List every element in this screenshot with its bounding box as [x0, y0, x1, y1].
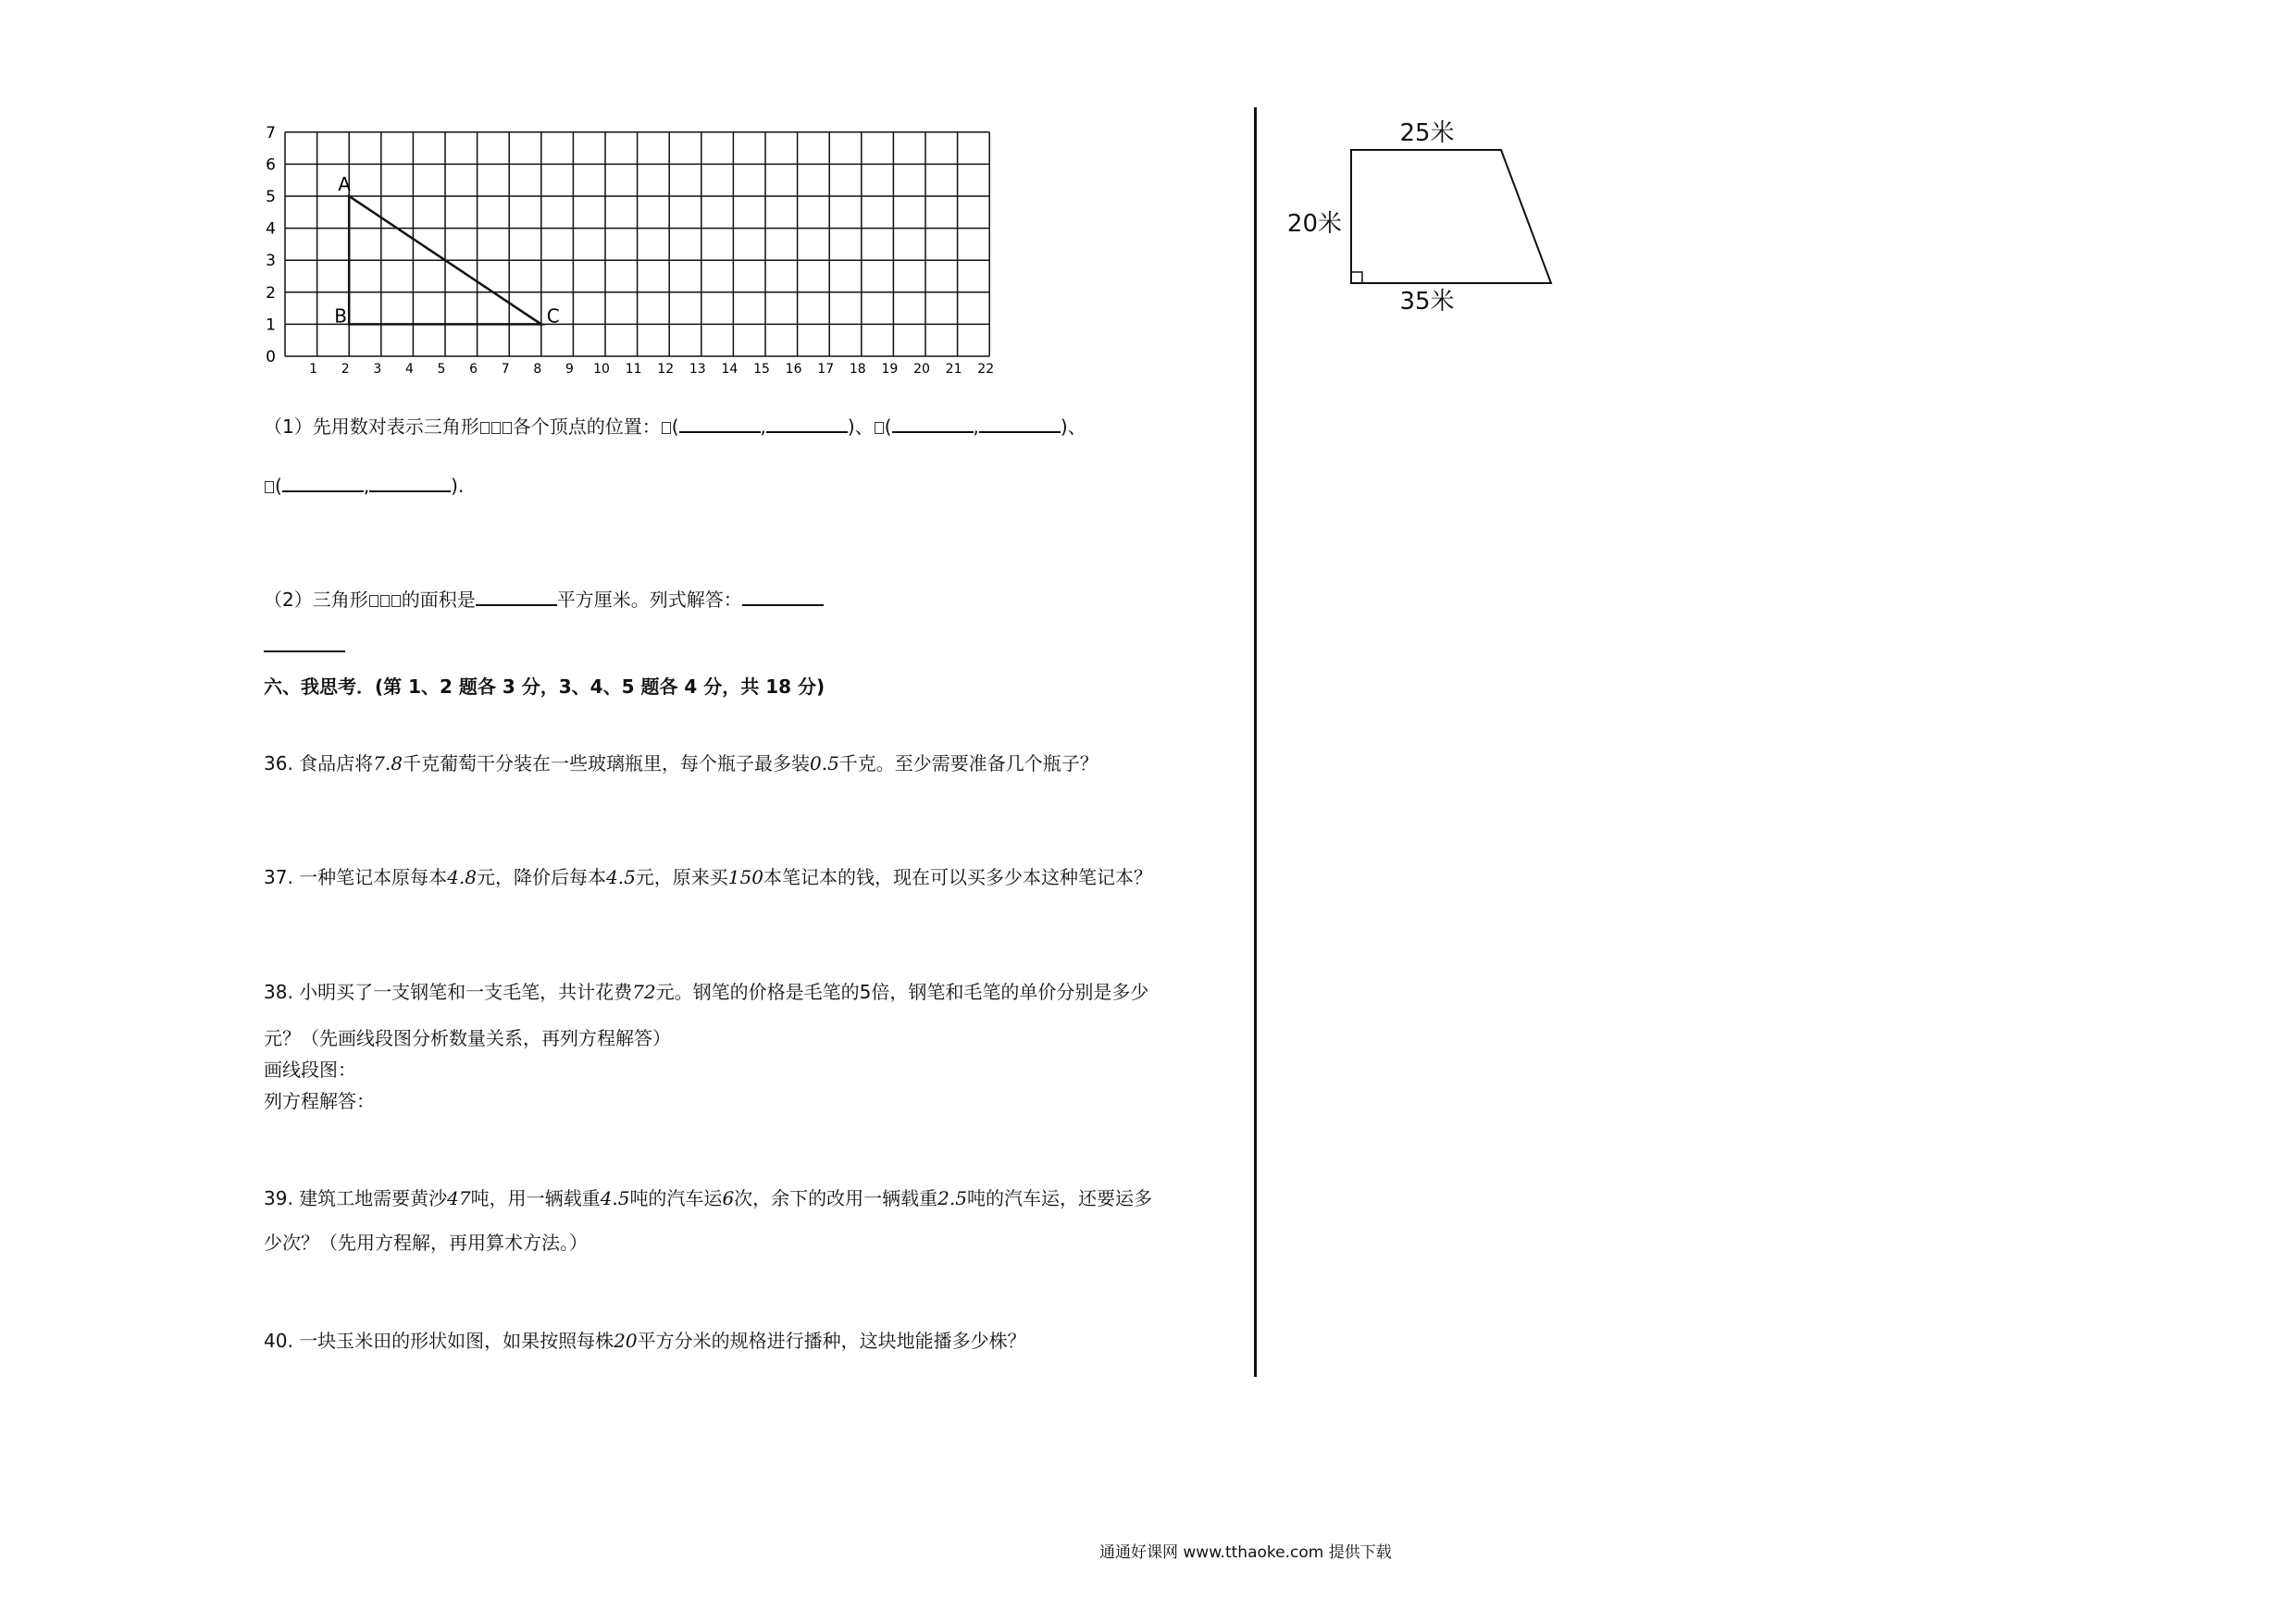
- x-tick-label: 7: [501, 362, 510, 377]
- x-axis-labels: [309, 362, 994, 377]
- y-tick-label: 0: [266, 348, 276, 366]
- missing-glyph-icon: [875, 422, 884, 434]
- missing-glyph-icon: [503, 422, 512, 434]
- x-tick-label: 16: [785, 362, 802, 377]
- x-tick-label: 3: [373, 362, 382, 377]
- answer-blank-c-y[interactable]: [369, 474, 451, 492]
- missing-glyph-icon: [391, 595, 401, 607]
- y-tick-label: 4: [266, 219, 276, 239]
- answer-blank-formula[interactable]: [742, 588, 824, 606]
- x-tick-label: 21: [945, 362, 962, 377]
- q1-line2: ( , ).: [264, 474, 464, 498]
- answer-blank-a-y[interactable]: [766, 415, 848, 433]
- missing-glyph-icon: [662, 422, 671, 434]
- x-tick-label: 5: [437, 362, 446, 377]
- problem-36: 36. 食品店将7.8千克葡萄干分装在一些玻璃瓶里，每个瓶子最多装0.5千克。至少需要准备几个瓶子？: [264, 752, 1098, 774]
- section-6-heading: 六、我思考．(第 1、2 题各 3 分，3、4、5 题各 4 分，共 18 分): [264, 675, 825, 698]
- x-tick-label: 15: [753, 362, 770, 377]
- x-tick-label: 9: [565, 362, 574, 377]
- column-divider: [1254, 107, 1257, 1377]
- footer-text: 通通好课网 www.tthaoke.com 提供下载: [1099, 1543, 1392, 1562]
- missing-glyph-icon: [380, 595, 390, 607]
- x-tick-label: 6: [469, 362, 478, 377]
- x-tick-label: 17: [817, 362, 835, 377]
- x-tick-label: 22: [977, 362, 995, 377]
- right-angle-marker: [1351, 272, 1362, 283]
- x-tick-label: 11: [625, 362, 642, 377]
- x-tick-label: 2: [341, 362, 350, 377]
- trapezoid-shape: [1351, 150, 1551, 283]
- missing-glyph-icon: [369, 595, 379, 607]
- y-tick-label: 7: [266, 123, 276, 142]
- q1-text2: 各个顶点的位置：: [512, 415, 661, 438]
- q1-line1: （1）先用数对表示三角形 各个顶点的位置： ( , )、 ( , )、: [264, 415, 1086, 438]
- trapezoid-top-label: 25米: [1399, 119, 1455, 147]
- x-tick-label: 14: [721, 362, 738, 377]
- x-tick-label: 19: [881, 362, 899, 377]
- vertex-label-c: C: [546, 304, 560, 328]
- answer-blank-b-x[interactable]: [892, 415, 974, 433]
- y-axis-labels: [266, 124, 276, 366]
- problem-38-line3: 画线段图：: [264, 1059, 356, 1081]
- missing-glyph-icon: [265, 481, 274, 493]
- problem-39-line2: 少次？（先用方程解，再用算术方法。）: [264, 1232, 588, 1254]
- x-tick-label: 1: [309, 362, 318, 377]
- x-tick-label: 13: [689, 362, 706, 377]
- x-tick-label: 20: [913, 362, 930, 377]
- problem-38-line2: 元？（先画线段图分析数量关系，再列方程解答）: [264, 1027, 671, 1049]
- y-tick-label: 3: [266, 252, 276, 271]
- problem-39: 39. 建筑工地需要黄沙47吨，用一辆载重4.5吨的汽车运6次，余下的改用一辆载重2.5吨的汽车运，还要运多: [264, 1187, 1152, 1209]
- x-tick-label: 4: [404, 362, 414, 377]
- missing-glyph-icon: [480, 422, 490, 434]
- problem-40: 40. 一块玉米田的形状如图，如果按照每株20平方分米的规格进行播种，这块地能播多少株？: [264, 1330, 1026, 1352]
- y-tick-label: 5: [266, 188, 276, 206]
- grid-lines: [285, 132, 989, 356]
- coordinate-grid: [259, 106, 1018, 393]
- x-tick-label: 18: [849, 362, 866, 377]
- x-tick-label: 12: [657, 362, 675, 377]
- problem-38-line4: 列方程解答：: [264, 1090, 375, 1112]
- vertex-label-a: A: [338, 173, 351, 195]
- x-tick-label: 10: [593, 362, 610, 377]
- trapezoid-bottom-label: 35米: [1399, 288, 1455, 316]
- y-tick-label: 2: [266, 283, 276, 303]
- q1-text: （1）先用数对表示三角形: [264, 415, 479, 438]
- problem-37: 37. 一种笔记本原每本4.8元，降价后每本4.5元，原来买150本笔记本的钱，现在可以买多少本这种笔记本？: [264, 866, 1152, 888]
- answer-blank-c-x[interactable]: [282, 474, 364, 492]
- q2-line: （2）三角形 的面积是 平方厘米。列式解答：: [264, 588, 824, 612]
- answer-blank-a-x[interactable]: [679, 415, 761, 433]
- y-tick-label: 6: [266, 155, 276, 175]
- trapezoid-figure: [1268, 111, 1582, 333]
- x-tick-label: 8: [533, 362, 542, 377]
- answer-blank-formula-cont[interactable]: [264, 650, 345, 652]
- y-tick-label: 1: [266, 316, 276, 335]
- answer-blank-area[interactable]: [476, 588, 557, 606]
- problem-38: 38. 小明买了一支钢笔和一支毛笔，共计花费72元。钢笔的价格是毛笔的5倍，钢笔和毛笔的单价分别是多少: [264, 981, 1149, 1003]
- answer-blank-b-y[interactable]: [979, 415, 1061, 433]
- missing-glyph-icon: [491, 422, 501, 434]
- trapezoid-left-label: 20米: [1286, 210, 1342, 238]
- vertex-label-b: B: [334, 304, 347, 328]
